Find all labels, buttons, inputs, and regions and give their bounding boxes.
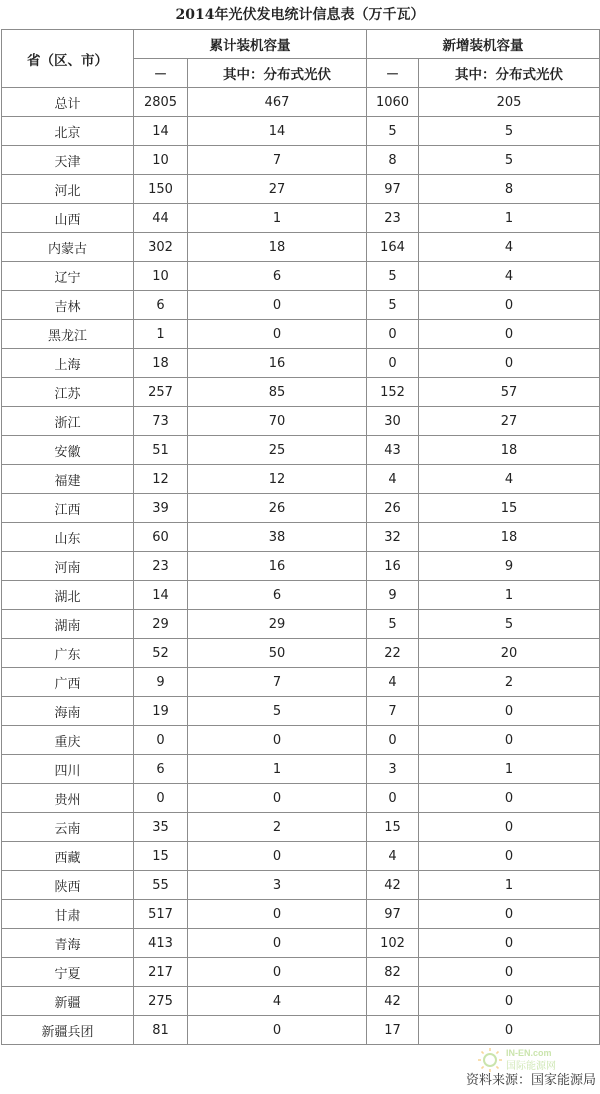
watermark-text-bottom: 国际能源网	[506, 1061, 556, 1072]
table-row	[2, 639, 600, 668]
cell-new-total: 43	[367, 436, 419, 465]
cell-region: 西藏	[2, 842, 134, 871]
cell-region: 广西	[2, 668, 134, 697]
watermark-text-top: IN-EN.com	[506, 1048, 552, 1058]
cell-region: 安徽	[2, 436, 134, 465]
cell-new-total: 5	[367, 262, 419, 291]
table-row	[2, 755, 600, 784]
cell-new-dist: 57	[419, 378, 600, 407]
cell-cum-total: 0	[134, 784, 188, 813]
cell-region: 江苏	[2, 378, 134, 407]
table-row	[2, 813, 600, 842]
table-row	[2, 204, 600, 233]
cell-region: 四川	[2, 755, 134, 784]
cell-region: 宁夏	[2, 958, 134, 987]
cell-cum-dist: 7	[188, 146, 367, 175]
cell-cum-dist: 7	[188, 668, 367, 697]
cell-region: 江西	[2, 494, 134, 523]
cell-region: 青海	[2, 929, 134, 958]
cell-cum-dist: 6	[188, 262, 367, 291]
cell-new-total: 97	[367, 175, 419, 204]
cell-new-dist: 0	[419, 697, 600, 726]
cell-region: 总计	[2, 88, 134, 117]
cell-cum-dist: 29	[188, 610, 367, 639]
table-row	[2, 958, 600, 987]
table-row	[2, 378, 600, 407]
cell-cum-dist: 16	[188, 349, 367, 378]
cell-cum-dist: 16	[188, 552, 367, 581]
cell-region: 吉林	[2, 291, 134, 320]
cell-cum-dist: 0	[188, 1016, 367, 1045]
cell-cum-total: 52	[134, 639, 188, 668]
cell-cum-total: 35	[134, 813, 188, 842]
cell-new-total: 0	[367, 726, 419, 755]
table-row	[2, 407, 600, 436]
cell-new-dist: 0	[419, 726, 600, 755]
cell-new-dist: 0	[419, 958, 600, 987]
cell-new-dist: 0	[419, 900, 600, 929]
cell-new-dist: 0	[419, 987, 600, 1016]
cell-new-total: 0	[367, 784, 419, 813]
table-row	[2, 349, 600, 378]
cell-new-dist: 5	[419, 117, 600, 146]
cell-region: 广东	[2, 639, 134, 668]
cell-new-dist: 5	[419, 610, 600, 639]
cell-new-dist: 4	[419, 465, 600, 494]
cell-region: 内蒙古	[2, 233, 134, 262]
cell-cum-dist: 0	[188, 784, 367, 813]
cell-cum-total: 19	[134, 697, 188, 726]
cell-region: 山西	[2, 204, 134, 233]
table-row	[2, 117, 600, 146]
cell-cum-dist: 2	[188, 813, 367, 842]
cell-cum-dist: 70	[188, 407, 367, 436]
cell-new-total: 7	[367, 697, 419, 726]
table-row	[2, 523, 600, 552]
table-row	[2, 291, 600, 320]
cell-new-dist: 0	[419, 784, 600, 813]
table-row	[2, 842, 600, 871]
cell-cum-dist: 0	[188, 900, 367, 929]
table-row	[2, 668, 600, 697]
cell-cum-dist: 0	[188, 291, 367, 320]
cell-region: 福建	[2, 465, 134, 494]
cell-cum-dist: 18	[188, 233, 367, 262]
table-row	[2, 726, 600, 755]
cell-new-total: 16	[367, 552, 419, 581]
cell-cum-total: 44	[134, 204, 188, 233]
cell-region: 辽宁	[2, 262, 134, 291]
cell-region: 新疆兵团	[2, 1016, 134, 1045]
cell-cum-total: 10	[134, 146, 188, 175]
cell-cum-total: 14	[134, 581, 188, 610]
cell-cum-dist: 14	[188, 117, 367, 146]
table-row	[2, 262, 600, 291]
cell-cum-total: 517	[134, 900, 188, 929]
header-new-added: 新增装机容量	[367, 30, 600, 59]
table-row	[2, 900, 600, 929]
cell-cum-total: 413	[134, 929, 188, 958]
cell-new-total: 152	[367, 378, 419, 407]
cell-cum-dist: 3	[188, 871, 367, 900]
cell-new-dist: 5	[419, 146, 600, 175]
cell-cum-dist: 1	[188, 204, 367, 233]
header-new-total: －	[367, 59, 419, 88]
cell-region: 北京	[2, 117, 134, 146]
table-row	[2, 175, 600, 204]
cell-cum-total: 81	[134, 1016, 188, 1045]
cell-new-total: 42	[367, 871, 419, 900]
cell-new-dist: 0	[419, 1016, 600, 1045]
cell-cum-dist: 25	[188, 436, 367, 465]
cell-region: 湖北	[2, 581, 134, 610]
header-new-distributed: 其中：分布式光伏	[419, 59, 600, 88]
cell-new-dist: 0	[419, 813, 600, 842]
cell-region: 天津	[2, 146, 134, 175]
cell-cum-dist: 0	[188, 842, 367, 871]
cell-cum-dist: 0	[188, 958, 367, 987]
cell-cum-dist: 5	[188, 697, 367, 726]
cell-new-dist: 0	[419, 320, 600, 349]
table-row	[2, 987, 600, 1016]
cell-cum-total: 10	[134, 262, 188, 291]
cell-cum-total: 60	[134, 523, 188, 552]
cell-new-total: 82	[367, 958, 419, 987]
cell-cum-total: 150	[134, 175, 188, 204]
cell-region: 云南	[2, 813, 134, 842]
cell-new-dist: 0	[419, 349, 600, 378]
cell-new-total: 30	[367, 407, 419, 436]
cell-cum-total: 9	[134, 668, 188, 697]
cell-new-dist: 9	[419, 552, 600, 581]
cell-new-total: 102	[367, 929, 419, 958]
cell-region: 浙江	[2, 407, 134, 436]
cell-new-dist: 0	[419, 929, 600, 958]
cell-new-total: 4	[367, 465, 419, 494]
cell-cum-dist: 0	[188, 929, 367, 958]
cell-cum-dist: 50	[188, 639, 367, 668]
cell-cum-dist: 85	[188, 378, 367, 407]
cell-new-total: 9	[367, 581, 419, 610]
table-row	[2, 88, 600, 117]
cell-region: 新疆	[2, 987, 134, 1016]
cell-region: 重庆	[2, 726, 134, 755]
cell-new-total: 5	[367, 117, 419, 146]
cell-cum-dist: 12	[188, 465, 367, 494]
cell-cum-total: 23	[134, 552, 188, 581]
cell-cum-total: 6	[134, 291, 188, 320]
table-row	[2, 233, 600, 262]
cell-cum-total: 55	[134, 871, 188, 900]
cell-new-total: 32	[367, 523, 419, 552]
header-cumulative-total: －	[134, 59, 188, 88]
cell-new-dist: 18	[419, 436, 600, 465]
cell-new-dist: 205	[419, 88, 600, 117]
table-row	[2, 552, 600, 581]
sun-logo-icon	[478, 1048, 502, 1072]
cell-new-total: 3	[367, 755, 419, 784]
table-row	[2, 465, 600, 494]
cell-cum-total: 29	[134, 610, 188, 639]
cell-new-total: 5	[367, 291, 419, 320]
cell-cum-total: 275	[134, 987, 188, 1016]
cell-new-total: 164	[367, 233, 419, 262]
cell-cum-dist: 4	[188, 987, 367, 1016]
cell-cum-total: 257	[134, 378, 188, 407]
cell-new-dist: 1	[419, 581, 600, 610]
cell-cum-dist: 467	[188, 88, 367, 117]
cell-new-dist: 4	[419, 233, 600, 262]
cell-new-dist: 4	[419, 262, 600, 291]
statistics-table	[1, 29, 600, 1045]
cell-cum-total: 14	[134, 117, 188, 146]
table-row	[2, 929, 600, 958]
cell-cum-dist: 38	[188, 523, 367, 552]
cell-cum-total: 217	[134, 958, 188, 987]
cell-cum-dist: 0	[188, 320, 367, 349]
table-row	[2, 697, 600, 726]
cell-cum-total: 73	[134, 407, 188, 436]
table-row	[2, 146, 600, 175]
table-row	[2, 494, 600, 523]
cell-new-total: 22	[367, 639, 419, 668]
cell-new-dist: 0	[419, 842, 600, 871]
cell-cum-total: 39	[134, 494, 188, 523]
cell-new-total: 8	[367, 146, 419, 175]
table-row	[2, 784, 600, 813]
cell-region: 河南	[2, 552, 134, 581]
cell-cum-total: 15	[134, 842, 188, 871]
cell-new-total: 4	[367, 842, 419, 871]
cell-new-total: 0	[367, 320, 419, 349]
cell-cum-total: 51	[134, 436, 188, 465]
cell-cum-total: 2805	[134, 88, 188, 117]
cell-region: 上海	[2, 349, 134, 378]
cell-cum-total: 1	[134, 320, 188, 349]
cell-region: 河北	[2, 175, 134, 204]
table-body	[2, 88, 600, 1045]
cell-cum-dist: 26	[188, 494, 367, 523]
cell-region: 湖南	[2, 610, 134, 639]
source-note: 资料来源：国家能源局	[465, 1073, 596, 1088]
cell-new-total: 0	[367, 349, 419, 378]
cell-new-dist: 1	[419, 755, 600, 784]
cell-cum-dist: 1	[188, 755, 367, 784]
cell-cum-dist: 27	[188, 175, 367, 204]
cell-new-dist: 8	[419, 175, 600, 204]
header-cumulative-distributed: 其中：分布式光伏	[188, 59, 367, 88]
cell-new-total: 23	[367, 204, 419, 233]
cell-new-dist: 15	[419, 494, 600, 523]
cell-new-total: 42	[367, 987, 419, 1016]
cell-region: 海南	[2, 697, 134, 726]
table-row	[2, 871, 600, 900]
cell-cum-dist: 0	[188, 726, 367, 755]
cell-new-total: 5	[367, 610, 419, 639]
cell-new-total: 15	[367, 813, 419, 842]
cell-region: 贵州	[2, 784, 134, 813]
cell-new-dist: 18	[419, 523, 600, 552]
cell-region: 黑龙江	[2, 320, 134, 349]
cell-region: 陕西	[2, 871, 134, 900]
table-row	[2, 581, 600, 610]
cell-region: 山东	[2, 523, 134, 552]
cell-cum-dist: 6	[188, 581, 367, 610]
table-row	[2, 436, 600, 465]
cell-new-dist: 20	[419, 639, 600, 668]
cell-cum-total: 12	[134, 465, 188, 494]
cell-cum-total: 0	[134, 726, 188, 755]
cell-region: 甘肃	[2, 900, 134, 929]
cell-new-total: 26	[367, 494, 419, 523]
cell-new-total: 97	[367, 900, 419, 929]
table-title: 2014年光伏发电统计信息表（万千瓦）	[175, 7, 425, 23]
cell-cum-total: 302	[134, 233, 188, 262]
table-row	[2, 320, 600, 349]
cell-new-total: 4	[367, 668, 419, 697]
cell-cum-total: 6	[134, 755, 188, 784]
cell-new-dist: 2	[419, 668, 600, 697]
cell-new-dist: 1	[419, 204, 600, 233]
table-row	[2, 610, 600, 639]
header-region: 省（区、市）	[2, 30, 134, 88]
cell-new-total: 17	[367, 1016, 419, 1045]
header-cumulative: 累计装机容量	[134, 30, 367, 59]
cell-new-dist: 27	[419, 407, 600, 436]
cell-new-dist: 1	[419, 871, 600, 900]
cell-new-total: 1060	[367, 88, 419, 117]
cell-new-dist: 0	[419, 291, 600, 320]
cell-cum-total: 18	[134, 349, 188, 378]
